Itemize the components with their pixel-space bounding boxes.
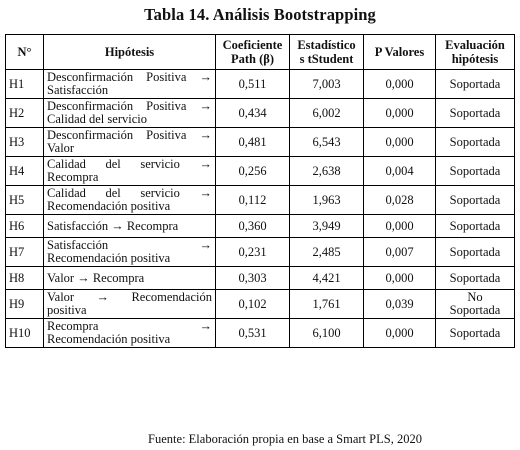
table-row: [6, 267, 515, 290]
row-p-value: 0,039: [364, 290, 436, 319]
hypothesis-line: Recomendación positiva: [47, 251, 171, 265]
row-id: H10: [6, 319, 44, 348]
row-coefficient: 0,511: [216, 70, 290, 99]
hypothesis-line: Recomendación positiva: [47, 332, 171, 346]
row-evaluation: [436, 70, 515, 99]
header-p-value: P Valores: [364, 35, 436, 70]
row-t-statistic: 2,485: [290, 238, 364, 267]
row-p-value: 0,000: [364, 215, 436, 238]
evaluation-line: Soportada: [449, 270, 501, 285]
evaluation-line: Soportada: [449, 303, 501, 317]
header-evaluation-line-2: hipótesis: [451, 52, 499, 66]
row-coefficient: 0,231: [216, 238, 290, 267]
header-no: N°: [6, 35, 44, 70]
hypothesis-line: Recompra →: [47, 319, 212, 333]
evaluation-line: Soportada: [449, 105, 501, 120]
evaluation-line: Soportada: [449, 76, 501, 91]
hypothesis-line: Desconfirmación Positiva →: [47, 99, 212, 113]
row-evaluation: [436, 290, 515, 319]
source-note: Fuente: Elaboración propia en base a Smart PLS, 2020: [148, 432, 422, 446]
row-coefficient: 0,434: [216, 99, 290, 128]
row-coefficient: 0,360: [216, 215, 290, 238]
row-evaluation: [436, 267, 515, 290]
row-t-statistic: 6,100: [290, 319, 364, 348]
row-p-value: 0,000: [364, 319, 436, 348]
table-body: [6, 70, 515, 348]
evaluation-line: No: [467, 290, 483, 304]
header-hypothesis: Hipótesis: [44, 35, 216, 70]
row-id: H4: [6, 157, 44, 186]
row-p-value: 0,028: [364, 186, 436, 215]
row-hypothesis: [44, 290, 216, 319]
table-row: [6, 70, 515, 99]
row-t-statistic: 6,002: [290, 99, 364, 128]
table-row: [6, 238, 515, 267]
table-row: [6, 157, 515, 186]
row-t-statistic: 2,638: [290, 157, 364, 186]
hypothesis-line: Satisfacción → Recompra: [47, 218, 179, 233]
row-t-statistic: 1,761: [290, 290, 364, 319]
row-id: H6: [6, 215, 44, 238]
header-statistic-line-1: Estadístico: [297, 38, 356, 52]
row-p-value: 0,007: [364, 238, 436, 267]
evaluation-line: Soportada: [449, 218, 501, 233]
header-evaluation-line-1: Evaluación: [445, 38, 505, 52]
row-t-statistic: 3,949: [290, 215, 364, 238]
header-coefficient-line-1: Coeficiente: [222, 38, 283, 52]
row-coefficient: 0,481: [216, 128, 290, 157]
hypothesis-line: Satisfacción: [47, 83, 109, 97]
header-coefficient-line-2: Path (β): [230, 52, 275, 66]
header-statistic-line-2: s tStudent: [299, 52, 354, 66]
hypothesis-line: Desconfirmación Positiva →: [47, 128, 212, 142]
hypothesis-line: Calidad del servicio →: [47, 157, 212, 171]
row-coefficient: 0,256: [216, 157, 290, 186]
row-hypothesis: [44, 157, 216, 186]
row-evaluation: [436, 128, 515, 157]
hypothesis-line: Desconfirmación Positiva →: [47, 70, 212, 84]
table-row: [6, 186, 515, 215]
row-coefficient: 0,102: [216, 290, 290, 319]
header-coefficient: [216, 35, 290, 70]
row-hypothesis: [44, 186, 216, 215]
row-hypothesis: [44, 215, 216, 238]
row-t-statistic: 7,003: [290, 70, 364, 99]
table-row: [6, 319, 515, 348]
row-coefficient: 0,112: [216, 186, 290, 215]
row-id: H9: [6, 290, 44, 319]
row-evaluation: [436, 215, 515, 238]
row-hypothesis: [44, 319, 216, 348]
row-evaluation: [436, 186, 515, 215]
hypothesis-line: Valor: [47, 141, 75, 155]
row-hypothesis: [44, 70, 216, 99]
row-id: H8: [6, 267, 44, 290]
hypothesis-line: Calidad del servicio →: [47, 186, 212, 200]
evaluation-line: Soportada: [449, 325, 501, 340]
evaluation-line: Soportada: [449, 244, 501, 259]
hypothesis-line: Recompra: [47, 170, 99, 184]
row-evaluation: [436, 157, 515, 186]
header-row: [6, 35, 515, 70]
row-hypothesis: [44, 238, 216, 267]
row-id: H1: [6, 70, 44, 99]
hypothesis-line: Valor → Recompra: [47, 270, 145, 285]
row-hypothesis: [44, 267, 216, 290]
row-evaluation: [436, 238, 515, 267]
row-p-value: 0,000: [364, 70, 436, 99]
table-row: [6, 128, 515, 157]
table-row: [6, 290, 515, 319]
hypothesis-line: Recomendación positiva: [47, 199, 171, 213]
row-p-value: 0,000: [364, 128, 436, 157]
row-t-statistic: 6,543: [290, 128, 364, 157]
row-p-value: 0,004: [364, 157, 436, 186]
row-t-statistic: 1,963: [290, 186, 364, 215]
evaluation-line: Soportada: [449, 134, 501, 149]
header-statistic: [290, 35, 364, 70]
row-p-value: 0,000: [364, 99, 436, 128]
row-p-value: 0,000: [364, 267, 436, 290]
row-hypothesis: [44, 99, 216, 128]
evaluation-line: Soportada: [449, 163, 501, 178]
bootstrapping-table: [5, 34, 515, 348]
table-row: [6, 99, 515, 128]
row-id: H3: [6, 128, 44, 157]
row-id: H7: [6, 238, 44, 267]
row-hypothesis: [44, 128, 216, 157]
table-row: [6, 215, 515, 238]
row-id: H2: [6, 99, 44, 128]
row-evaluation: [436, 99, 515, 128]
row-evaluation: [436, 319, 515, 348]
header-evaluation: [436, 35, 515, 70]
hypothesis-line: Valor → Recomendación: [47, 290, 212, 304]
table-title: Tabla 14. Análisis Bootstrapping: [144, 5, 376, 24]
hypothesis-line: Calidad del servicio: [47, 112, 147, 126]
row-coefficient: 0,303: [216, 267, 290, 290]
row-id: H5: [6, 186, 44, 215]
row-t-statistic: 4,421: [290, 267, 364, 290]
row-coefficient: 0,531: [216, 319, 290, 348]
hypothesis-line: positiva: [47, 303, 87, 317]
evaluation-line: Soportada: [449, 192, 501, 207]
hypothesis-line: Satisfacción →: [47, 238, 212, 252]
